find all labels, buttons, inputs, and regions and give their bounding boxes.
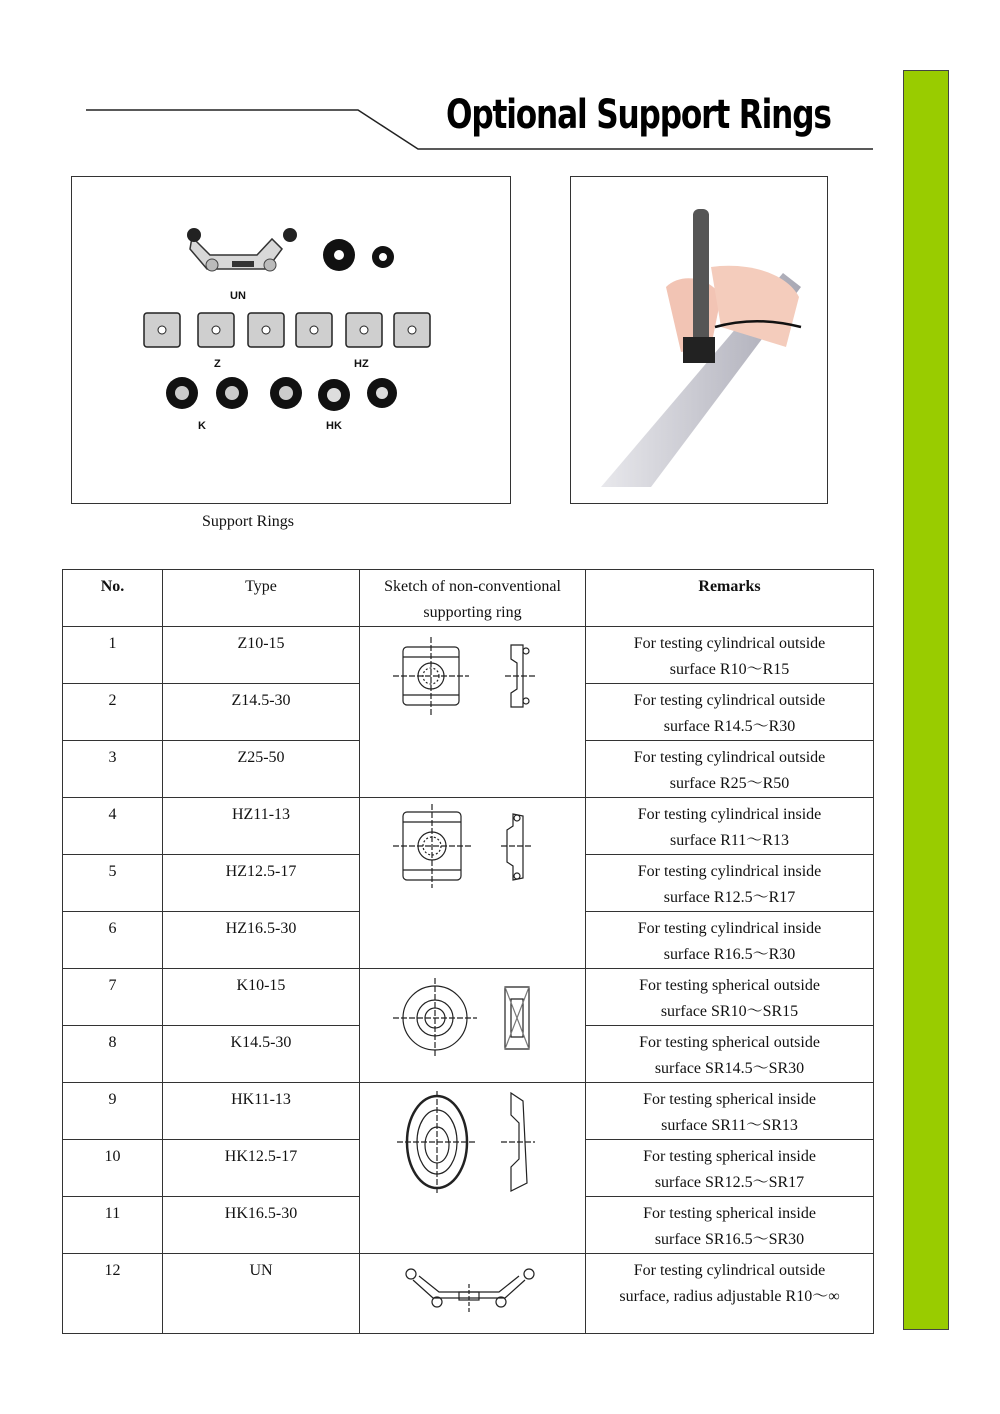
cell-remarks: For testing spherical outside surface SR10～SR15: [586, 969, 874, 1026]
sketch-hk: [360, 1083, 586, 1254]
cell-type: HZ16.5-30: [163, 912, 360, 969]
cell-remarks: For testing cylindrical inside surface R12.5～R17: [586, 855, 874, 912]
label-un: UN: [230, 290, 246, 302]
cell-type: HK12.5-17: [163, 1140, 360, 1197]
table-header-row: [63, 570, 874, 627]
cell-remarks: For testing cylindrical outside surface R10～R15: [586, 627, 874, 684]
cell-no: 3: [63, 741, 163, 798]
table-row: [63, 627, 874, 684]
cell-type: HZ12.5-17: [163, 855, 360, 912]
cell-remarks: For testing cylindrical inside surface R16.5～R30: [586, 912, 874, 969]
page-title: Optional Support Rings: [446, 92, 831, 138]
support-ring-table: [62, 569, 874, 1334]
cell-type: HZ11-13: [163, 798, 360, 855]
cell-no: 1: [63, 627, 163, 684]
z-hz-rings-image: [144, 313, 430, 347]
cell-remarks: For testing spherical outside surface SR14.5～SR30: [586, 1026, 874, 1083]
cell-type: HK11-13: [163, 1083, 360, 1140]
table-row: [63, 969, 874, 1026]
cell-no: 7: [63, 969, 163, 1026]
cell-type: UN: [163, 1254, 360, 1334]
label-z: Z: [214, 358, 221, 370]
label-hz: HZ: [354, 358, 369, 370]
probe-image: [693, 209, 709, 349]
cell-no: 6: [63, 912, 163, 969]
cell-no: 2: [63, 684, 163, 741]
hardness-tester-photo: [570, 176, 828, 504]
cell-type: Z10-15: [163, 627, 360, 684]
header-no: No.: [63, 570, 163, 627]
header-remarks: Remarks: [586, 570, 874, 627]
un-ring-image: [187, 228, 297, 271]
header-type: Type: [163, 570, 360, 627]
cell-type: K14.5-30: [163, 1026, 360, 1083]
cell-remarks: For testing spherical inside surface SR11～SR13: [586, 1083, 874, 1140]
cell-type: Z25-50: [163, 741, 360, 798]
small-rings-image: [323, 239, 394, 271]
label-k: K: [198, 420, 206, 432]
cell-no: 12: [63, 1254, 163, 1334]
cell-remarks: For testing cylindrical outside surface, radius adjustable R10～∞: [586, 1254, 874, 1334]
cell-remarks: For testing cylindrical outside surface R14.5～R30: [586, 684, 874, 741]
support-rings-photo: [71, 176, 511, 504]
sketch-z: [360, 627, 586, 798]
cell-type: HK16.5-30: [163, 1197, 360, 1254]
photo-caption: Support Rings: [202, 513, 295, 530]
sketch-k: [360, 969, 586, 1083]
cell-no: 8: [63, 1026, 163, 1083]
cell-no: 11: [63, 1197, 163, 1254]
table-row: [63, 798, 874, 855]
cell-remarks: For testing cylindrical outside surface R25～R50: [586, 741, 874, 798]
label-hk: HK: [326, 420, 342, 432]
cell-remarks: For testing spherical inside surface SR16.5～SR30: [586, 1197, 874, 1254]
sketch-un: [360, 1254, 586, 1334]
table-row: [63, 1254, 874, 1334]
cell-no: 5: [63, 855, 163, 912]
cell-no: 10: [63, 1140, 163, 1197]
sketch-hz: [360, 798, 586, 969]
cell-type: Z14.5-30: [163, 684, 360, 741]
table-row: [63, 1083, 874, 1140]
side-accent-bar: [903, 70, 949, 1330]
cell-remarks: For testing spherical inside surface SR12.5～SR17: [586, 1140, 874, 1197]
k-hk-rings-image: [166, 377, 397, 411]
cell-type: K10-15: [163, 969, 360, 1026]
cell-no: 9: [63, 1083, 163, 1140]
cell-no: 4: [63, 798, 163, 855]
cell-remarks: For testing cylindrical inside surface R11～R13: [586, 798, 874, 855]
header-sketch: Sketch of non-conventional supporting ring: [360, 570, 586, 627]
